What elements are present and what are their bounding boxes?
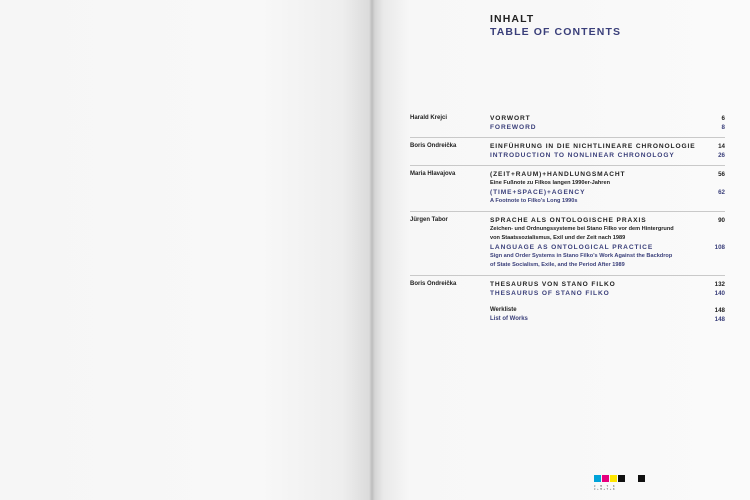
toc-line [410, 216, 725, 225]
toc-line [410, 179, 725, 188]
toc-title[interactable]: (ZEIT+RAUM)+HANDLUNGSMACHT [490, 171, 626, 178]
toc-line [410, 243, 725, 252]
heading-english: TABLE OF CONTENTS [490, 26, 622, 38]
toc-subtitle[interactable]: A Footnote to Filko's Long 1990s [490, 198, 578, 204]
toc-subtitle[interactable]: Zeichen- und Ordnungssysteme bei Stano Filko vor dem Hintergrund [490, 226, 674, 232]
toc-author: Maria Hlavajova [410, 171, 456, 177]
toc-page-number: 6 [721, 115, 725, 122]
toc-page-number: 56 [718, 171, 725, 178]
book-gutter [369, 0, 375, 500]
toc-line [410, 298, 725, 306]
toc-entry [410, 142, 725, 160]
toc-author: Boris Ondreička [410, 143, 457, 149]
toc-line [410, 114, 725, 123]
toc-line [410, 142, 725, 151]
color-swatch [610, 475, 617, 482]
toc-subtitle[interactable]: of State Socialism, Exile, and the Period After 1989 [490, 262, 625, 268]
toc-page-number: 26 [718, 152, 725, 159]
toc-line [410, 197, 725, 206]
entry-divider [410, 275, 725, 276]
toc-subtitle[interactable]: Werkliste [490, 307, 517, 313]
toc-page-number: 8 [721, 124, 725, 131]
toc-line [410, 170, 725, 179]
toc-subtitle[interactable]: Eine Fußnote zu Filkos langen 1990er-Jahren [490, 180, 610, 186]
toc-subtitle[interactable]: List of Works [490, 316, 528, 322]
toc-line [410, 289, 725, 298]
toc-page-number: 148 [714, 307, 725, 314]
toc-title[interactable]: THESAURUS OF STANO FILKO [490, 290, 610, 297]
toc-page-number: 132 [714, 281, 725, 288]
color-swatch [602, 475, 609, 482]
toc-entry [410, 216, 725, 270]
toc-line [410, 225, 725, 234]
toc-line [410, 261, 725, 270]
toc-subtitle[interactable]: Sign and Order Systems in Stano Filko's Work Against the Backdrop [490, 253, 673, 259]
toc-line [410, 306, 725, 315]
toc-page-number: 90 [718, 217, 725, 224]
heading-german: INHALT [490, 13, 535, 25]
toc-subtitle[interactable]: von Staatssozialismus, Exil und der Zeit nach 1989 [490, 235, 626, 241]
left-page-blank [0, 0, 372, 500]
toc-author: Harald Krejci [410, 115, 448, 121]
toc-entry [410, 280, 725, 324]
toc-title[interactable]: EINFÜHRUNG IN DIE NICHTLINEARE CHRONOLOGIE [490, 143, 696, 150]
toc-entry [410, 170, 725, 206]
toc-title[interactable]: FOREWORD [490, 124, 537, 131]
toc-author: Boris Ondreička [410, 281, 457, 287]
toc-line [410, 234, 725, 243]
toc-line [410, 280, 725, 289]
toc-entry [410, 114, 725, 132]
toc-page-number: 14 [718, 143, 725, 150]
toc-title[interactable]: SPRACHE ALS ONTOLOGISCHE PRAXIS [490, 217, 647, 224]
toc-page-number: 108 [714, 244, 725, 251]
toc-line [410, 123, 725, 132]
entry-divider [410, 137, 725, 138]
toc-title[interactable]: LANGUAGE AS ONTOLOGICAL PRACTICE [490, 244, 654, 251]
color-bar-label: C M Y K C+M+Y+K [594, 485, 617, 491]
toc-page-number: 62 [718, 189, 725, 196]
toc-page-number: 148 [714, 316, 725, 323]
toc-heading [490, 13, 621, 39]
toc-author: Jürgen Tabor [410, 217, 448, 223]
color-swatch [618, 475, 625, 482]
color-swatch [638, 475, 645, 482]
entry-divider [410, 165, 725, 166]
toc-line [410, 188, 725, 197]
toc-title[interactable]: INTRODUCTION TO NONLINEAR CHRONOLOGY [490, 152, 675, 159]
toc-line [410, 315, 725, 324]
toc-line [410, 151, 725, 160]
entry-divider [410, 211, 725, 212]
toc-title[interactable]: (TIME+SPACE)+AGENCY [490, 189, 586, 196]
toc-line [410, 252, 725, 261]
toc-title[interactable]: VORWORT [490, 115, 531, 122]
toc-title[interactable]: THESAURUS VON STANO FILKO [490, 281, 616, 288]
color-swatch [594, 475, 601, 482]
toc-page-number: 140 [714, 290, 725, 297]
